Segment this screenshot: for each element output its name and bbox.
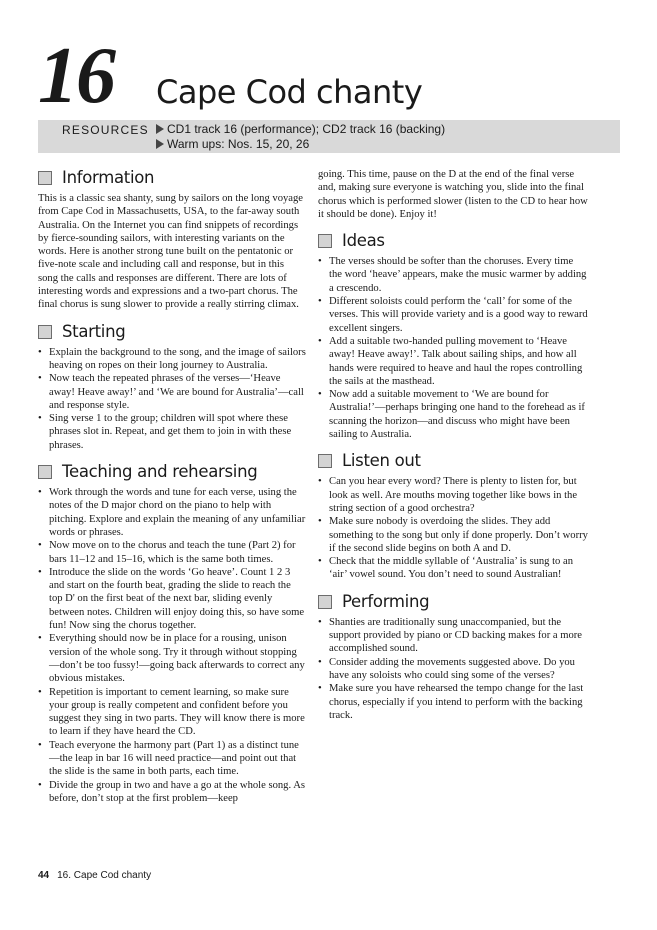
section-ideas — [318, 231, 588, 441]
list-item: • Can you hear every word? There is plenty to listen for, but look as well. Are mouths moving together like bows in the string section of a good orchestra? — [318, 475, 588, 515]
bullet-list — [318, 616, 588, 722]
chapter-number: 16 — [38, 32, 114, 120]
left-column — [38, 168, 306, 815]
section-title: Information — [62, 168, 155, 187]
list-item: • Make sure you have rehearsed the tempo change for the last chorus, especially if you intend to perform with the backing track. — [318, 682, 588, 722]
running-title: 16. Cape Cod chanty — [57, 870, 152, 881]
list-item: • Different soloists could perform the ‘call’ for some of the verses. This will provide variety and is a good way to reward excellent singers. — [318, 295, 588, 335]
section-teaching-continued — [318, 168, 588, 221]
list-item: • Add a suitable two-handed pulling movement to ‘Heave away! Heave away!’. Talk about sailing ships, and how all hands were required to heave and haul the ropes controlling the sails at the masthead. — [318, 335, 588, 388]
resource-item: CD1 track 16 (performance); CD2 track 16 (backing) — [156, 122, 445, 137]
list-item: • Teach everyone the harmony part (Part 1) as a distinct tune—the leap in bar 16 will need practice—and point out that the slide is the same in both parts, each time. — [38, 739, 306, 779]
right-column — [318, 168, 588, 732]
section-square-icon — [318, 595, 332, 609]
list-item: • Consider adding the movements suggested above. Do you have any soloists who could sing some of the verses? — [318, 656, 588, 683]
bullet-list — [318, 255, 588, 441]
list-item: • Work through the words and tune for each verse, using the notes of the D major chord on the piano to help with pitching. Explore and explain the meaning of any unfamiliar words or phrases. — [38, 486, 306, 539]
section-starting — [38, 322, 306, 452]
section-square-icon — [38, 325, 52, 339]
list-item: • Check that the middle syllable of ‘Australia’ is sung to an ‘air’ vowel sound. You don’t need to sound Australian! — [318, 555, 588, 582]
resource-item: Warm ups: Nos. 15, 20, 26 — [156, 137, 445, 152]
resources-list — [156, 122, 445, 151]
section-heading — [318, 592, 588, 612]
section-teaching — [38, 462, 306, 805]
resources-bar — [38, 120, 620, 153]
page-footer — [38, 870, 151, 881]
list-item: • The verses should be softer than the choruses. Every time the word ‘heave’ appears, make the music warmer by adding a crescendo. — [318, 255, 588, 295]
section-square-icon — [38, 171, 52, 185]
bullet-list — [38, 486, 306, 805]
section-heading — [318, 451, 588, 471]
section-title: Starting — [62, 321, 126, 341]
list-item: • Now move on to the chorus and teach the tune (Part 2) for bars 11–12 and 15–16, which is the same both times. — [38, 539, 306, 566]
list-item: • Make sure nobody is overdoing the slides. They add something to the song but only if done properly. Don’t worry if the second slide begins on both A and D. — [318, 515, 588, 555]
section-square-icon — [318, 234, 332, 248]
list-item: • Introduce the slide on the words ‘Go heave’. Count 1 2 3 and start on the fourth beat, grading the slide to reach the top D' on the first beat of the next bar, sliding evenly between notes. Children will enjoy doing this, so have some fun! Now sing the chorus together. — [38, 566, 306, 632]
section-heading — [38, 322, 306, 342]
list-item: • Everything should now be in place for a rousing, unison version of the whole song. Try it through without stopping—don’t be too fussy!—going back afterwards to correct any obvious mistakes. — [38, 632, 306, 685]
list-item: • Shanties are traditionally sung unaccompanied, but the support provided by piano or CD backing makes for a more accomplished sound. — [318, 616, 588, 656]
play-triangle-icon — [156, 139, 164, 149]
section-heading — [38, 462, 306, 482]
continued-paragraph: going. This time, pause on the D at the end of the final verse and, making sure everyone is watching you, slide into the final chorus which is performed slower (listen to the CD to hear how it should be done). Enjoy it! — [318, 169, 588, 220]
list-item: • Now add a suitable movement to ‘We are bound for Australia!’—perhaps bringing one hand to the forehead as if scanning the horizon—and discuss who might have been sailing to Australia. — [318, 388, 588, 441]
list-item: • Repetition is important to cement learning, so make sure your group is really competent and confident before you suggest they sing in two parts. They will know there is more to learn if they have heard the CD. — [38, 686, 306, 739]
list-item: • Sing verse 1 to the group; children will spot where these phrases slot in. Repeat, and get them to join in with these phrases. — [38, 412, 306, 452]
section-square-icon — [318, 454, 332, 468]
section-heading — [318, 231, 588, 251]
bullet-list — [318, 475, 588, 581]
section-paragraph: This is a classic sea shanty, sung by sailors on the long voyage from Cape Cod in Massachusetts, USA, to the far-away south Australia. On the Internet you can find snippets of recordings by fierce-sounding sailors, with interesting variants on the words. Here is another strong tune built on the pentatonic or five-note scale and including call and response, but in this song the calls and responses are different. There are lots of interesting words and expressions and a two-part chorus. The final chorus is sung slower to provide a really stirring climax. — [38, 193, 303, 311]
section-title: Listen out — [342, 451, 421, 471]
page-number: 44 — [38, 870, 50, 881]
section-square-icon — [38, 465, 52, 479]
bullet-list — [38, 346, 306, 452]
section-title: Ideas — [342, 231, 385, 251]
list-item: • Divide the group in two and have a go at the whole song. As before, don’t stop at the first problem—keep — [38, 779, 306, 806]
section-heading — [38, 168, 306, 188]
list-item: • Now teach the repeated phrases of the verses—‘Heave away! Heave away!’ and ‘We are bound for Australia’—call and response style. — [38, 372, 306, 412]
section-title: Performing — [342, 591, 430, 611]
section-title: Teaching and rehearsing — [62, 462, 258, 482]
section-performing — [318, 592, 588, 722]
resources-label: RESOURCES — [62, 123, 149, 137]
chapter-title: Cape Cod chanty — [156, 73, 423, 111]
section-information — [38, 168, 306, 312]
list-item: • Explain the background to the song, and the image of sailors heaving on ropes on their long journey to Australia. — [38, 346, 306, 373]
play-triangle-icon — [156, 124, 164, 134]
section-listen-out — [318, 451, 588, 581]
chapter-header — [38, 32, 620, 120]
